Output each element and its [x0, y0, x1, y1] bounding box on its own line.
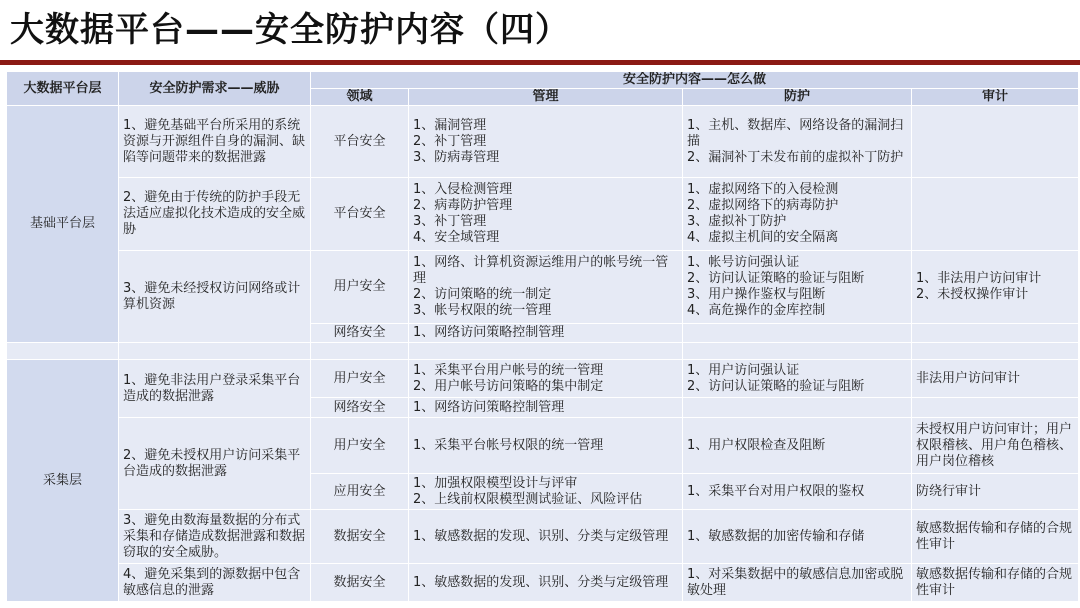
- header-protect: 防护: [683, 89, 912, 106]
- cell-line: 2、访问策略的统一制定: [413, 287, 552, 302]
- manage-cell: [409, 510, 683, 564]
- header-layer: 大数据平台层: [7, 72, 119, 106]
- header-requirement: 安全防护需求——威胁: [119, 72, 311, 106]
- domain-cell: 应用安全: [311, 474, 409, 510]
- table-row: [7, 418, 1079, 474]
- header-domain: 领域: [311, 89, 409, 106]
- separator-row: [7, 343, 1079, 360]
- cell-line: 2、漏洞补丁未发布前的虚拟补丁防护: [687, 149, 904, 165]
- protect-cell: [683, 510, 912, 564]
- cell-line: 3、帐号权限的统一管理: [413, 303, 552, 318]
- protect-cell: [683, 178, 912, 251]
- domain-cell: 平台安全: [311, 106, 409, 178]
- manage-cell: [409, 360, 683, 398]
- audit-cell: [912, 418, 1079, 474]
- cell-line: 1、采集平台帐号权限的统一管理: [413, 437, 604, 453]
- audit-cell: [912, 178, 1079, 251]
- manage-cell: [409, 564, 683, 602]
- cell-line: 敏感数据传输和存储的合规性审计: [916, 566, 1073, 598]
- audit-cell: [912, 510, 1079, 564]
- table-row: [7, 178, 1079, 251]
- domain-cell: 网络安全: [311, 398, 409, 418]
- cell-line: 1、用户权限检查及阻断: [687, 437, 826, 453]
- protect-cell: [683, 360, 912, 398]
- table-row: [7, 360, 1079, 398]
- domain-cell: 用户安全: [311, 360, 409, 398]
- cell-line: 1、加强权限模型设计与评审: [413, 475, 578, 491]
- manage-cell: [409, 398, 683, 418]
- cell-line: 2、用户帐号访问策略的集中制定: [413, 378, 604, 394]
- layer-base: 基础平台层: [7, 106, 119, 343]
- header-content: 安全防护内容——怎么做: [311, 72, 1079, 89]
- header-audit: 审计: [912, 89, 1079, 106]
- title-underline: [0, 60, 1080, 65]
- domain-cell: 网络安全: [311, 324, 409, 343]
- cell-line: 未授权用户访问审计；用户权限稽核、用户角色稽核、用户岗位稽核: [916, 421, 1073, 469]
- cell-line: 3、用户操作鉴权与阻断: [687, 287, 826, 302]
- protect-cell: [683, 564, 912, 602]
- manage-cell: [409, 178, 683, 251]
- cell-line: 1、敏感数据的发现、识别、分类与定级管理: [413, 528, 669, 544]
- cell-line: 非法用户访问审计: [916, 370, 1021, 386]
- manage-cell: [409, 474, 683, 510]
- domain-cell: 平台安全: [311, 178, 409, 251]
- cell-line: 3、防病毒管理: [413, 149, 500, 165]
- audit-cell: [912, 251, 1079, 324]
- requirement-cell: 2、避免由于传统的防护手段无法适应虚拟化技术造成的安全威胁: [119, 178, 311, 251]
- domain-cell: 用户安全: [311, 251, 409, 324]
- manage-cell: [409, 106, 683, 178]
- layer-collect: 采集层: [7, 360, 119, 602]
- cell-line: 1、主机、数据库、网络设备的漏洞扫描: [687, 117, 904, 149]
- cell-line: 1、采集平台用户帐号的统一管理: [413, 362, 604, 378]
- audit-cell: [912, 324, 1079, 343]
- cell-line: 1、用户访问强认证: [687, 362, 800, 378]
- table-row: [7, 251, 1079, 324]
- cell-line: 2、上线前权限模型测试验证、风险评估: [413, 491, 643, 507]
- cell-line: 2、未授权操作审计: [916, 287, 1029, 302]
- requirement-cell: 1、避免基础平台所采用的系统资源与开源组件自身的漏洞、缺陷等问题带来的数据泄露: [119, 106, 311, 178]
- protect-cell: [683, 398, 912, 418]
- audit-cell: [912, 564, 1079, 602]
- cell-line: 3、补丁管理: [413, 214, 487, 229]
- manage-cell: [409, 418, 683, 474]
- protect-cell: [683, 474, 912, 510]
- table-row: [7, 564, 1079, 602]
- protect-cell: [683, 106, 912, 178]
- cell-line: 2、访问认证策略的验证与阻断: [687, 271, 865, 286]
- cell-line: 1、敏感数据的发现、识别、分类与定级管理: [413, 574, 669, 590]
- cell-line: 1、对采集数据中的敏感信息加密或脱敏处理: [687, 566, 904, 598]
- table-row: [7, 510, 1079, 564]
- domain-cell: 数据安全: [311, 564, 409, 602]
- cell-line: 1、漏洞管理: [413, 117, 487, 133]
- requirement-cell: 3、避免未经授权访问网络或计算机资源: [119, 251, 311, 343]
- header-manage: 管理: [409, 89, 683, 106]
- audit-cell: [912, 474, 1079, 510]
- page-title: 大数据平台——安全防护内容（四）: [10, 10, 570, 50]
- cell-line: 1、采集平台对用户权限的鉴权: [687, 483, 865, 499]
- protect-cell: [683, 418, 912, 474]
- cell-line: 1、敏感数据的加密传输和存储: [687, 528, 865, 544]
- cell-line: 1、入侵检测管理: [413, 182, 513, 197]
- cell-line: 1、帐号访问强认证: [687, 255, 800, 270]
- cell-line: 4、虚拟主机间的安全隔离: [687, 230, 839, 245]
- cell-line: 1、网络访问策略控制管理: [413, 399, 565, 415]
- manage-cell: [409, 324, 683, 343]
- cell-line: 2、补丁管理: [413, 133, 487, 149]
- requirement-cell: 3、避免由数海量数据的分布式采集和存储造成数据泄露和数据窃取的安全威胁。: [119, 510, 311, 564]
- cell-line: 2、访问认证策略的验证与阻断: [687, 378, 865, 394]
- audit-cell: [912, 398, 1079, 418]
- cell-line: 1、网络、计算机资源运维用户的帐号统一管理: [413, 255, 669, 286]
- cell-line: 4、高危操作的金库控制: [687, 303, 826, 318]
- cell-line: 2、病毒防护管理: [413, 198, 513, 213]
- requirement-cell: 4、避免采集到的源数据中包含敏感信息的泄露: [119, 564, 311, 602]
- cell-line: 敏感数据传输和存储的合规性审计: [916, 520, 1073, 552]
- domain-cell: 用户安全: [311, 418, 409, 474]
- audit-cell: [912, 360, 1079, 398]
- cell-line: 1、非法用户访问审计: [916, 271, 1042, 286]
- cell-line: 防绕行审计: [916, 483, 982, 499]
- requirement-cell: 1、避免非法用户登录采集平台造成的数据泄露: [119, 360, 311, 418]
- cell-line: 2、虚拟网络下的病毒防护: [687, 198, 839, 213]
- manage-cell: [409, 251, 683, 324]
- domain-cell: 数据安全: [311, 510, 409, 564]
- cell-line: 1、虚拟网络下的入侵检测: [687, 182, 839, 197]
- security-table: [6, 71, 1079, 602]
- cell-line: 1、网络访问策略控制管理: [413, 325, 565, 340]
- cell-line: 3、虚拟补丁防护: [687, 214, 787, 229]
- requirement-cell: 2、避免未授权用户访问采集平台造成的数据泄露: [119, 418, 311, 510]
- cell-line: 4、安全域管理: [413, 230, 500, 245]
- table-row: [7, 106, 1079, 178]
- protect-cell: [683, 251, 912, 324]
- protect-cell: [683, 324, 912, 343]
- audit-cell: [912, 106, 1079, 178]
